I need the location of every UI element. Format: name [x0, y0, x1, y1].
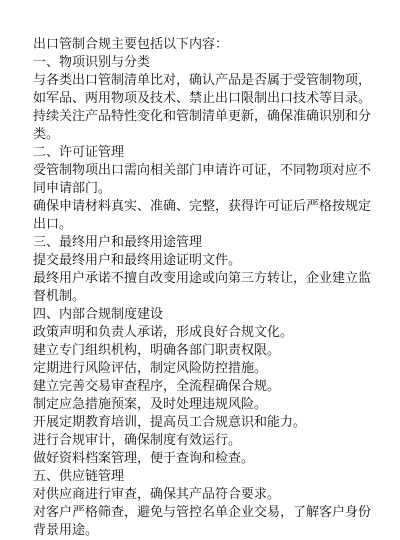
section-4-paragraph-4: 建立完善交易审查程序，全流程确保合规。	[33, 379, 281, 394]
section-5-paragraph-1: 对供应商进行审查，确保其产品符合要求。	[33, 487, 281, 502]
section-4-paragraph-2: 建立专门组织机构，明确各部门职责权限。	[33, 343, 281, 358]
section-heading-5: 五、供应链管理	[33, 469, 125, 484]
document-intro: 出口管制合规主要包括以下内容：	[33, 37, 229, 52]
section-4-paragraph-5: 制定应急措施预案，及时处理违规风险。	[33, 397, 268, 412]
section-5-paragraph-2: 对客户严格筛查，避免与管控名单企业交易，了解客户身份背景用途。	[33, 505, 372, 538]
section-1-paragraph-2: 持续关注产品特性变化和管制清单更新，确保准确识别和分类。	[33, 109, 372, 142]
section-3-paragraph-2: 最终用户承诺不擅自改变用途或向第三方转让，企业建立监督机制。	[33, 271, 372, 304]
section-3-paragraph-1: 提交最终用户和最终用途证明文件。	[33, 253, 242, 268]
section-4-paragraph-6: 开展定期教育培训，提高员工合规意识和能力。	[33, 415, 307, 430]
section-4-paragraph-3: 定期进行风险评估，制定风险防控措施。	[33, 361, 268, 376]
section-4-paragraph-8: 做好资料档案管理，便于查询和检查。	[33, 451, 255, 466]
section-heading-1: 一、物项识别与分类	[33, 55, 151, 70]
section-2-paragraph-2: 确保申请材料真实、准确、完整，获得许可证后严格按规定出口。	[33, 199, 372, 232]
section-1-paragraph-1: 与各类出口管制清单比对，确认产品是否属于受管制物项，如军品、两用物项及技术、禁止出口限制出口技术等目录。	[33, 73, 372, 106]
section-heading-2: 二、许可证管理	[33, 145, 125, 160]
section-heading-3: 三、最终用户和最终用途管理	[33, 235, 203, 250]
section-2-paragraph-1: 受管制物项出口需向相关部门申请许可证，不同物项对应不同申请部门。	[33, 163, 372, 196]
section-4-paragraph-7: 进行合规审计，确保制度有效运行。	[33, 433, 242, 448]
section-4-paragraph-1: 政策声明和负责人承诺，形成良好合规文化。	[33, 325, 294, 340]
section-heading-4: 四、内部合规制度建设	[33, 307, 164, 322]
